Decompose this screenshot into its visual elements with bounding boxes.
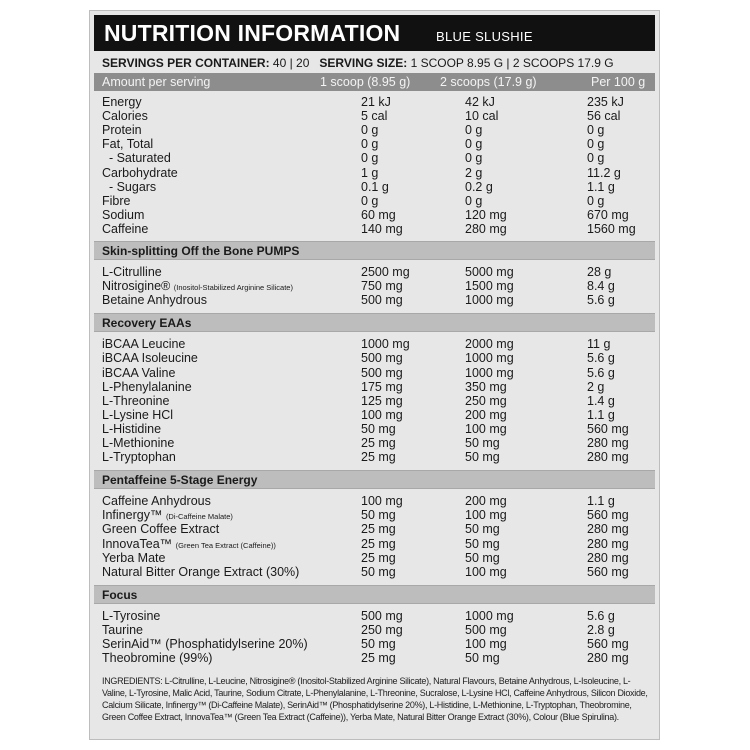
row-name-text: Caffeine Anhydrous: [102, 494, 211, 509]
value-1scoop: 500 mg: [361, 608, 403, 623]
row-name: [102, 265, 162, 279]
column-header-2scoops: 2 scoops (17.9 g): [440, 75, 537, 89]
row-name-text: InnovaTea™: [102, 536, 173, 551]
value-1scoop: 25 mg: [361, 436, 396, 450]
value-per100g: 560 mg: [587, 508, 629, 523]
value-1scoop: 500 mg: [361, 365, 403, 380]
table-row: [102, 408, 650, 422]
row-name-text: Theobromine (99%): [102, 651, 213, 666]
value-1scoop: 5 cal: [361, 109, 388, 124]
section-title: Focus: [102, 587, 138, 602]
table-row: [102, 222, 650, 236]
table-row: [102, 337, 650, 351]
value-1scoop: 0 g: [361, 123, 379, 138]
row-name-note: (Green Tea Extract (Caffeine)): [175, 540, 276, 550]
row-name: [102, 623, 143, 637]
table-row: [102, 422, 650, 436]
value-1scoop: 100 mg: [361, 407, 403, 422]
row-name-text: L-Lysine HCl: [102, 407, 174, 422]
row-name-text: iBCAA Isoleucine: [102, 351, 198, 366]
row-name: [102, 366, 175, 380]
row-name-text: Natural Bitter Orange Extract (30%): [102, 564, 300, 579]
value-2scoops: 1000 mg: [465, 293, 514, 308]
panel-title: NUTRITION INFORMATION: [104, 20, 401, 46]
value-per100g: 0 g: [587, 123, 605, 138]
row-name: [102, 123, 142, 137]
row-name: [102, 380, 192, 394]
row-name-text: Fibre: [102, 193, 131, 208]
section-title: Pentaffeine 5-Stage Energy: [102, 473, 258, 488]
row-name-text: L-Phenylalanine: [102, 379, 192, 394]
value-2scoops: 50 mg: [465, 522, 500, 537]
row-name-text: L-Threonine: [102, 393, 170, 408]
column-header-per100g: Per 100 g: [591, 75, 646, 89]
value-2scoops: 0 g: [465, 193, 483, 208]
table-row: [102, 151, 650, 165]
row-name-text: Betaine Anhydrous: [102, 293, 207, 308]
row-name: [102, 394, 169, 408]
value-1scoop: 1000 mg: [361, 337, 410, 352]
table-row: [102, 180, 650, 194]
row-name: [102, 436, 174, 450]
column-header: [94, 73, 655, 91]
value-2scoops: 1000 mg: [465, 608, 514, 623]
row-name-text: Carbohydrate: [102, 165, 178, 180]
value-per100g: 280 mg: [587, 450, 629, 465]
value-per100g: 11.2 g: [587, 165, 621, 180]
row-name: [102, 137, 153, 151]
value-2scoops: 1000 mg: [465, 365, 514, 380]
value-1scoop: 750 mg: [361, 279, 403, 294]
value-per100g: 0 g: [587, 193, 605, 208]
section-header: [94, 313, 655, 332]
column-header-1scoop: 1 scoop (8.95 g): [320, 75, 411, 89]
nutrition-panel: [89, 10, 660, 740]
row-name: [102, 222, 148, 236]
value-2scoops: 10 cal: [465, 109, 499, 124]
section-header: [94, 585, 655, 604]
row-name: [102, 450, 176, 464]
section-header: [94, 241, 655, 260]
value-1scoop: 25 mg: [361, 522, 396, 537]
row-name-text: L-Tryptophan: [102, 450, 176, 465]
value-per100g: 560 mg: [587, 564, 629, 579]
row-name-note: (Di-Caffeine Malate): [165, 512, 233, 522]
serving-size-value: 1 SCOOP 8.95 G | 2 SCOOPS 17.9 G: [410, 56, 614, 70]
servings-per-container-label: SERVINGS PER CONTAINER:: [102, 56, 270, 70]
table-row: [102, 123, 650, 137]
value-2scoops: 0 g: [465, 151, 483, 166]
value-2scoops: 100 mg: [465, 637, 507, 651]
row-name: [102, 109, 148, 123]
row-name: [102, 637, 308, 651]
flavor-subtitle: BLUE SLUSHIE: [436, 29, 533, 44]
value-per100g: 1.1 g: [587, 179, 615, 194]
value-2scoops: 280 mg: [465, 221, 507, 236]
row-name: [102, 194, 130, 208]
value-2scoops: 100 mg: [465, 508, 507, 523]
row-name-text: Taurine: [102, 622, 143, 637]
table-row: [102, 522, 650, 536]
value-1scoop: 100 mg: [361, 494, 403, 509]
value-per100g: 0 g: [587, 151, 605, 166]
value-2scoops: 50 mg: [465, 536, 500, 551]
value-2scoops: 50 mg: [465, 436, 500, 450]
table-row: [102, 366, 650, 380]
table-row: [102, 166, 650, 180]
row-name: [102, 565, 299, 579]
value-1scoop: 21 kJ: [361, 95, 391, 109]
row-name-text: Nitrosigine®: [102, 279, 171, 294]
row-name: [102, 95, 142, 109]
value-2scoops: 50 mg: [465, 450, 500, 465]
row-name: [102, 337, 185, 351]
row-name-text: iBCAA Valine: [102, 365, 176, 380]
section-title: Skin-splitting Off the Bone PUMPS: [102, 244, 300, 258]
table-row: [102, 279, 650, 293]
value-2scoops: 250 mg: [465, 393, 507, 408]
value-2scoops: 5000 mg: [465, 265, 514, 279]
value-per100g: 28 g: [587, 265, 612, 279]
value-2scoops: 1000 mg: [465, 351, 514, 366]
value-1scoop: 25 mg: [361, 536, 396, 551]
value-per100g: 280 mg: [587, 651, 629, 666]
value-1scoop: 25 mg: [361, 651, 396, 666]
table-row: [102, 537, 650, 551]
row-name-text: Calories: [102, 109, 148, 124]
value-2scoops: 120 mg: [465, 207, 507, 222]
value-per100g: 56 cal: [587, 109, 621, 124]
value-per100g: 5.6 g: [587, 351, 615, 366]
value-2scoops: 200 mg: [465, 494, 507, 509]
title-bar: [94, 15, 655, 51]
value-per100g: 560 mg: [587, 637, 629, 651]
value-1scoop: 50 mg: [361, 508, 396, 523]
value-1scoop: 0 g: [361, 137, 379, 152]
row-name: [102, 494, 211, 508]
value-1scoop: 175 mg: [361, 379, 403, 394]
value-per100g: 670 mg: [587, 207, 629, 222]
row-name-text: Fat, Total: [102, 137, 154, 152]
value-1scoop: 25 mg: [361, 550, 396, 565]
servings-line: [102, 56, 650, 70]
value-per100g: 2.8 g: [587, 622, 615, 637]
row-name-text: iBCAA Leucine: [102, 337, 186, 352]
table-row: [102, 565, 650, 579]
row-name-text: L-Histidine: [102, 421, 162, 436]
table-row: [102, 109, 650, 123]
row-name-text: Energy: [102, 95, 142, 109]
table-row: [102, 508, 650, 522]
value-per100g: 1.1 g: [587, 407, 615, 422]
value-1scoop: 2500 mg: [361, 265, 410, 279]
row-name-note: (Inositol-Stabilized Arginine Silicate): [173, 283, 293, 293]
table-row: [102, 394, 650, 408]
value-2scoops: 350 mg: [465, 379, 507, 394]
value-2scoops: 2 g: [465, 165, 483, 180]
table-row: [102, 137, 650, 151]
row-name: [102, 293, 207, 307]
table-row: [102, 293, 650, 307]
value-per100g: 1560 mg: [587, 221, 636, 236]
value-per100g: 8.4 g: [587, 279, 615, 294]
value-2scoops: 42 kJ: [465, 95, 495, 109]
table-row: [102, 651, 650, 665]
value-per100g: 560 mg: [587, 421, 629, 436]
value-1scoop: 50 mg: [361, 637, 396, 651]
row-name-text: Sodium: [102, 207, 145, 222]
value-per100g: 235 kJ: [587, 95, 624, 109]
value-1scoop: 500 mg: [361, 351, 403, 366]
value-per100g: 11 g: [587, 337, 611, 352]
row-name-text: Caffeine: [102, 221, 149, 236]
row-name: [102, 651, 212, 665]
table-row: [102, 637, 650, 651]
row-name: [102, 351, 198, 365]
row-name-text: - Sugars: [102, 179, 157, 194]
value-2scoops: 0 g: [465, 137, 483, 152]
value-1scoop: 500 mg: [361, 293, 403, 308]
table-row: [102, 609, 650, 623]
row-name-text: L-Tyrosine: [102, 608, 161, 623]
value-2scoops: 1500 mg: [465, 279, 514, 294]
table-row: [102, 194, 650, 208]
table-row: [102, 436, 650, 450]
row-name-text: Yerba Mate: [102, 550, 166, 565]
value-1scoop: 140 mg: [361, 221, 403, 236]
value-1scoop: 60 mg: [361, 207, 396, 222]
table-row: [102, 208, 650, 222]
value-1scoop: 25 mg: [361, 450, 396, 465]
value-per100g: 1.1 g: [587, 494, 615, 509]
value-1scoop: 125 mg: [361, 393, 403, 408]
section-header: [94, 470, 655, 489]
value-2scoops: 0 g: [465, 123, 483, 138]
value-per100g: 5.6 g: [587, 365, 615, 380]
row-name-text: - Saturated: [102, 151, 171, 166]
value-2scoops: 500 mg: [465, 622, 507, 637]
value-1scoop: 0 g: [361, 151, 379, 166]
row-name-text: SerinAid™ (Phosphatidylserine 20%): [102, 637, 308, 651]
value-per100g: 280 mg: [587, 436, 629, 450]
row-name: [102, 609, 160, 623]
value-2scoops: 50 mg: [465, 550, 500, 565]
row-name: [102, 151, 171, 165]
row-name: [102, 408, 173, 422]
value-1scoop: 50 mg: [361, 564, 396, 579]
table-row: [102, 380, 650, 394]
row-name-text: L-Methionine: [102, 436, 175, 450]
column-header-label: Amount per serving: [102, 75, 211, 89]
value-2scoops: 0.2 g: [465, 179, 493, 194]
value-1scoop: 250 mg: [361, 622, 403, 637]
value-2scoops: 100 mg: [465, 421, 507, 436]
row-name-text: Green Coffee Extract: [102, 522, 220, 537]
value-1scoop: 50 mg: [361, 421, 396, 436]
value-per100g: 280 mg: [587, 550, 629, 565]
value-per100g: 280 mg: [587, 522, 629, 537]
table-row: [102, 95, 650, 109]
value-2scoops: 2000 mg: [465, 337, 514, 352]
servings-per-container-value: 40 | 20: [272, 56, 310, 70]
value-2scoops: 50 mg: [465, 651, 500, 666]
value-per100g: 5.6 g: [587, 293, 615, 308]
row-name: [102, 522, 219, 536]
row-name: [102, 208, 144, 222]
value-1scoop: 0 g: [361, 193, 379, 208]
ingredients-text: INGREDIENTS: L-Citrulline, L-Leucine, Nitrosigine® (Inositol-Stabilized Arginine Silicate), Natural Flavours, Betaine Anhydrous, L-Isoleucine, L-Valine, L-Tyrosine, Malic Acid, Taurine, Sodium Citrate, L-Phenylalanine, L-Threonine, Sucralose, L-Lysine HCl, Caffeine Anhydrous, Silicon Dioxide, Calcium Silicate, Infinergy™ (Di-Caffeine Malate), SerinAid™ (Phosphatidylserine 20%), L-Histidine, L-Methionine, L-Tryptophan, Theobromine, Green Coffee Extract, InnovaTea™ (Green Tea Extract (Caffeine)), Yerba Mate, Natural Bitter Orange Extract (30%), Colour (Blue Spirulina).: [102, 676, 648, 722]
row-name-text: Infinergy™: [102, 508, 163, 523]
row-name: [102, 422, 161, 436]
value-per100g: 2 g: [587, 379, 605, 394]
row-name: [102, 551, 165, 565]
row-name-text: Protein: [102, 123, 142, 138]
table-row: [102, 351, 650, 365]
value-per100g: 5.6 g: [587, 608, 615, 623]
table-row: [102, 265, 650, 279]
value-1scoop: 0.1 g: [361, 179, 389, 194]
serving-size-label: SERVING SIZE:: [319, 56, 408, 70]
value-per100g: 0 g: [587, 137, 605, 152]
value-per100g: 280 mg: [587, 536, 629, 551]
row-name: [102, 166, 178, 180]
table-row: [102, 450, 650, 464]
value-2scoops: 200 mg: [465, 407, 507, 422]
row-name: [102, 180, 156, 194]
value-1scoop: 1 g: [361, 165, 379, 180]
value-2scoops: 100 mg: [465, 564, 507, 579]
section-title: Recovery EAAs: [102, 316, 192, 331]
table-row: [102, 623, 650, 637]
table-row: [102, 494, 650, 508]
value-per100g: 1.4 g: [587, 393, 615, 408]
table-row: [102, 551, 650, 565]
row-name-text: L-Citrulline: [102, 265, 162, 279]
